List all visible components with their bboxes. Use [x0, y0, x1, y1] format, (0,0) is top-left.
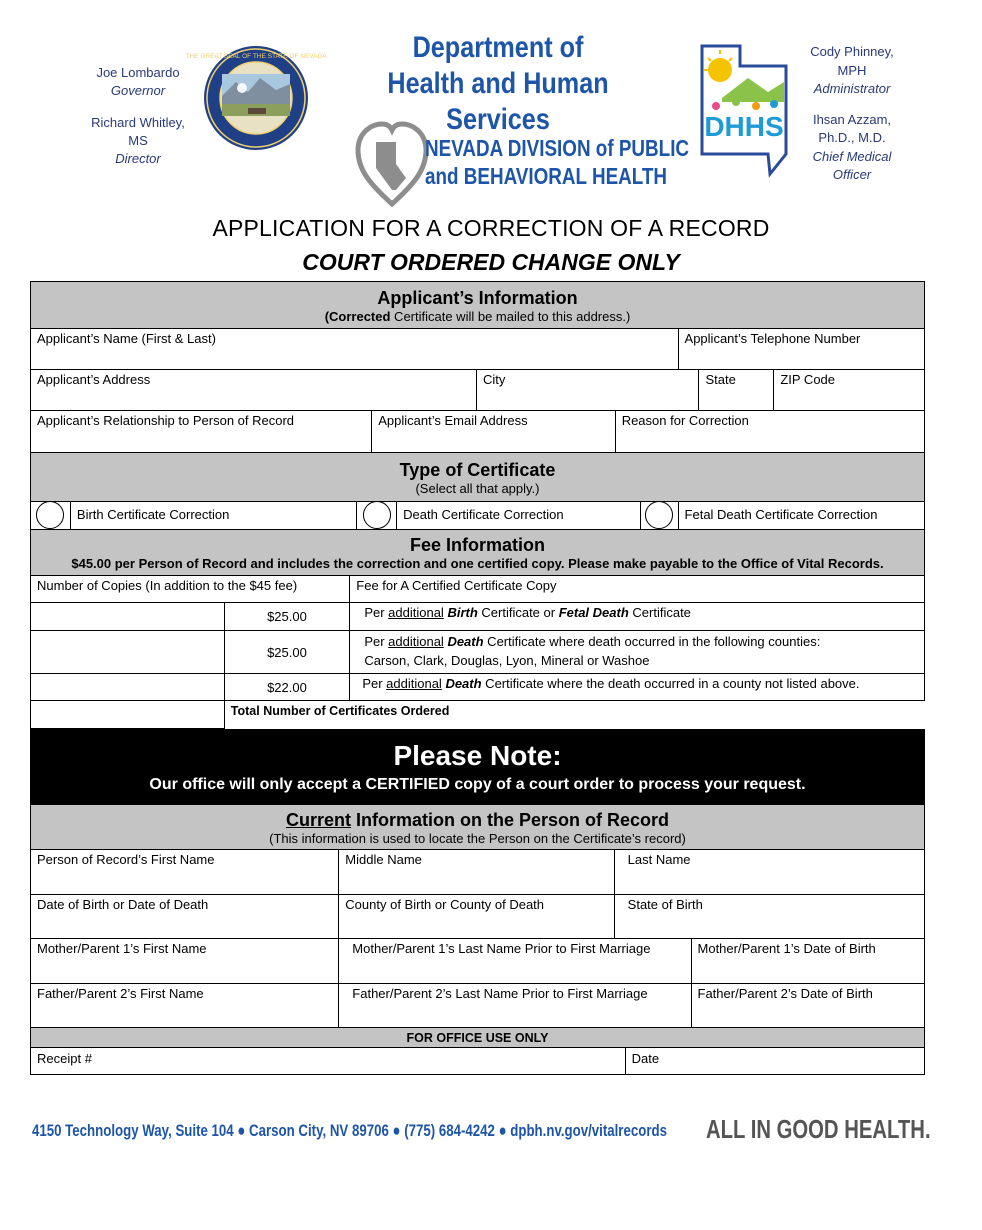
receipt-label: Receipt #	[37, 1051, 92, 1066]
father-first-name-field[interactable]	[31, 984, 339, 1027]
fee-section-header	[30, 530, 925, 576]
state-of-birth-label: State of Birth	[627, 897, 703, 912]
director-name: Richard Whitley,	[91, 115, 185, 130]
division-name	[425, 134, 689, 190]
fetal-death-correction-option	[679, 502, 924, 529]
division-line-1: NEVADA DIVISION of PUBLIC	[425, 135, 690, 161]
director-degree: MS	[128, 133, 148, 148]
death-correction-checkbox[interactable]	[357, 502, 397, 529]
form-subtitle: COURT ORDERED CHANGE ONLY	[302, 249, 680, 275]
state-field[interactable]	[699, 370, 774, 410]
mother-last-name-label: Mother/Parent 1’s Last Name Prior to First Marriage	[352, 941, 651, 956]
birth-copies-qty-field[interactable]	[31, 603, 225, 630]
total-certificates-field[interactable]	[31, 701, 225, 729]
applicant-sub-rest: Certificate will be mailed to this address.)	[390, 308, 631, 324]
mother-first-name-label: Mother/Parent 1’s First Name	[37, 941, 207, 956]
applicant-phone-label: Applicant’s Telephone Number	[684, 331, 861, 346]
applicant-name-field[interactable]	[31, 329, 679, 369]
city-field[interactable]	[477, 370, 700, 410]
cmo-name: Ihsan Azzam,	[812, 111, 892, 127]
fee-label: Fee for A Certified Certificate Copy	[356, 578, 557, 593]
state-label: State	[705, 372, 736, 387]
copies-label: Number of Copies (In addition to the $45 fee)	[37, 578, 298, 593]
governor-title: Governor	[110, 83, 166, 98]
note-heading: Please Note:	[393, 740, 562, 771]
person-middle-name-label: Middle Name	[345, 852, 422, 867]
fee-description: Per additional Death Certificate where death occurred in the following counties: Carson, Clark, Douglas, Lyon, Mineral or Washoe	[364, 634, 821, 668]
relationship-field[interactable]	[31, 411, 372, 452]
birth-correction-label: Birth Certificate Correction	[76, 507, 230, 522]
death-correction-label: Death Certificate Correction	[403, 507, 564, 522]
mother-first-name-field[interactable]	[31, 939, 339, 983]
fee-description: Per additional Death Certificate where the death occurred in a county not listed above.	[362, 676, 860, 691]
current-heading-underlined: Current	[285, 809, 351, 830]
office-use-heading: FOR OFFICE USE ONLY	[406, 1030, 549, 1045]
right-officials	[796, 43, 908, 185]
fee-amount: $25.00	[225, 631, 351, 673]
date-of-birth-death-field[interactable]	[31, 895, 339, 938]
cmo-title-line-2: Officer	[832, 167, 872, 182]
applicant-sub-bold: (Corrected	[324, 308, 391, 324]
father-first-name-label: Father/Parent 2’s First Name	[37, 986, 204, 1001]
governor-name: Joe Lombardo	[96, 65, 180, 80]
county-label: County of Birth or County of Death	[345, 897, 545, 912]
father-last-name-label: Father/Parent 2’s Last Name Prior to First Marriage	[352, 986, 648, 1001]
birth-correction-option	[71, 502, 357, 529]
department-line-2: Health and Human Services	[387, 67, 609, 136]
applicant-heading: Applicant’s Information	[377, 287, 578, 308]
fetal-death-correction-checkbox[interactable]	[641, 502, 679, 529]
mother-dob-field[interactable]	[692, 939, 924, 983]
person-middle-name-field[interactable]	[339, 850, 614, 894]
total-certificates-label: Total Number of Certificates Ordered	[230, 704, 450, 718]
footer-tagline: ALL IN GOOD HEALTH.	[706, 1114, 931, 1144]
person-last-name-field[interactable]	[615, 850, 924, 894]
person-first-name-label: Person of Record’s First Name	[37, 852, 215, 867]
reason-label: Reason for Correction	[621, 413, 749, 428]
father-dob-field[interactable]	[692, 984, 924, 1027]
department-line-1: Department of	[412, 31, 584, 64]
please-note-banner	[30, 729, 925, 805]
director-title: Director	[115, 151, 161, 166]
current-info-section-header	[30, 805, 925, 850]
zip-label: ZIP Code	[780, 372, 836, 387]
note-text: Our office will only accept a CERTIFIED copy of a court order to process your request.	[149, 776, 806, 793]
city-label: City	[482, 372, 506, 387]
applicant-name-label: Applicant’s Name (First & Last)	[37, 331, 216, 346]
certificate-heading: Type of Certificate	[399, 459, 556, 480]
zip-field[interactable]	[774, 370, 924, 410]
email-label: Applicant’s Email Address	[378, 413, 528, 428]
father-last-name-field[interactable]	[339, 984, 691, 1027]
dhhs-logo-text: DHHS	[704, 111, 784, 142]
other-death-copies-qty-field[interactable]	[31, 674, 225, 700]
email-field[interactable]	[372, 411, 615, 452]
county-field[interactable]	[339, 895, 614, 938]
cmo-degree: Ph.D., M.D.	[818, 130, 886, 145]
administrator-title: Administrator	[813, 81, 891, 96]
office-date-field[interactable]	[626, 1048, 924, 1074]
applicant-address-field[interactable]	[31, 370, 477, 410]
applicant-phone-field[interactable]	[679, 329, 924, 369]
current-heading-rest: Information on the Person of Record	[351, 809, 670, 830]
state-of-birth-field[interactable]	[615, 895, 924, 938]
left-officials	[70, 64, 206, 168]
seal-text: THE GREAT SEAL OF THE STATE OF NEVADA	[185, 53, 327, 60]
father-dob-label: Father/Parent 2’s Date of Birth	[697, 986, 873, 1001]
person-last-name-label: Last Name	[627, 852, 691, 867]
mother-dob-label: Mother/Parent 1’s Date of Birth	[697, 941, 876, 956]
certificate-section-header	[30, 453, 925, 502]
reason-field[interactable]	[616, 411, 924, 452]
fee-amount: $22.00	[225, 674, 351, 700]
death-copies-qty-field[interactable]	[31, 631, 225, 673]
date-of-birth-death-label: Date of Birth or Date of Death	[37, 897, 209, 912]
applicant-address-label: Applicant’s Address	[37, 372, 151, 387]
mother-last-name-field[interactable]	[339, 939, 691, 983]
applicant-section-header	[30, 281, 925, 329]
receipt-field[interactable]	[31, 1048, 626, 1074]
letterhead	[0, 0, 950, 210]
fee-sub: $45.00 per Person of Record and includes the correction and one certified copy. Please make payable to the Office of Vital Records.	[71, 555, 884, 571]
office-date-label: Date	[631, 1051, 660, 1066]
application-form	[30, 281, 925, 1075]
birth-correction-checkbox[interactable]	[31, 502, 71, 529]
fee-description: Per additional Birth Certificate or Fetal Death Certificate	[364, 605, 691, 620]
death-correction-option	[397, 502, 640, 529]
form-title: APPLICATION FOR A CORRECTION OF A RECORD	[212, 215, 770, 241]
administrator-name: Cody Phinney,	[810, 44, 894, 59]
division-line-2: and BEHAVIORAL HEALTH	[425, 163, 668, 189]
total-certificates	[225, 701, 925, 729]
fee-heading: Fee Information	[409, 534, 545, 555]
fee-header	[350, 576, 924, 602]
dhhs-logo-icon	[696, 42, 792, 178]
current-sub: (This information is used to locate the Person on the Certificate’s record)	[269, 830, 686, 846]
cmo-title-line-1: Chief Medical	[812, 148, 892, 164]
certificate-sub: (Select all that apply.)	[415, 480, 540, 496]
administrator-degree: MPH	[837, 62, 867, 78]
nevada-seal-icon	[185, 44, 327, 152]
footer-address: 4150 Technology Way, Suite 104 ● Carson City, NV 89706 ● (775) 684-4242 ● dpbh.nv.gov/vitalrecords	[32, 1121, 667, 1140]
office-use-header	[30, 1028, 925, 1048]
fee-amount: $25.00	[225, 603, 351, 630]
person-first-name-field[interactable]	[31, 850, 339, 894]
relationship-label: Applicant’s Relationship to Person of Record	[37, 413, 295, 428]
heart-nevada-icon	[356, 120, 428, 208]
fetal-death-correction-label: Fetal Death Certificate Correction	[684, 507, 878, 522]
copies-header	[31, 576, 350, 602]
